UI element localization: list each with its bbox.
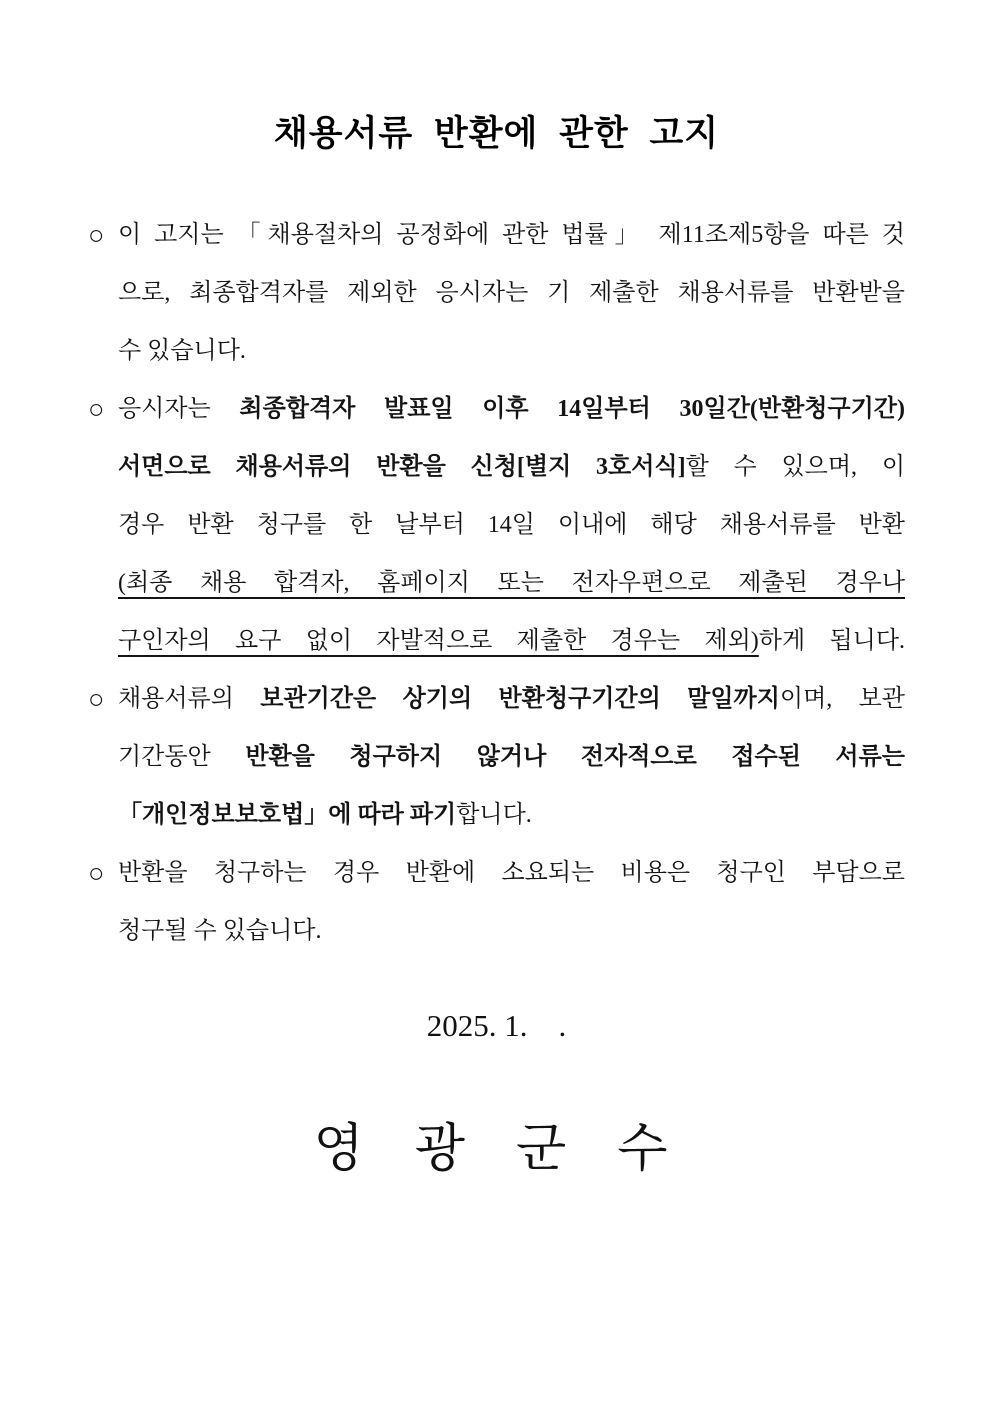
notice-bullet	[88, 844, 905, 960]
bullet-line	[118, 902, 905, 960]
circle-bullet-marker: ○	[88, 220, 105, 250]
text-run: 으로, 최종합격자를 제외한 응시자는 기 제출한 채용서류를 반환받을	[118, 280, 905, 306]
text-run: 수 있습니다.	[118, 338, 246, 364]
bullet-line	[118, 670, 905, 728]
text-run: 보관기간은 상기의 반환청구기간의 말일까지	[260, 686, 780, 712]
text-run: (최종 채용 합격자, 홈페이지 또는 전자우편으로 제출된 경우나	[118, 570, 905, 596]
text-run: 서면으로 채용서류의 반환을 신청[별지 3호서식]	[118, 454, 686, 480]
bullet-line	[118, 380, 905, 438]
document-date: 2025. 1. .	[426, 1008, 567, 1043]
page-title: 채용서류 반환에 관한 고지	[273, 114, 720, 153]
text-run: 하게 됩니다.	[758, 628, 906, 654]
text-run: 구인자의 요구 없이 자발적으로 제출한 경우는 제외)	[118, 628, 759, 654]
signature-issuer: 영 광 군 수	[313, 1121, 680, 1178]
bullet-line	[118, 496, 905, 554]
notice-bullet	[88, 206, 905, 380]
circle-bullet-marker: ○	[88, 684, 105, 714]
bullet-line	[118, 728, 905, 786]
text-run: 반환을 청구하는 경우 반환에 소요되는 비용은 청구인 부담으로	[118, 860, 905, 886]
notice-bullet	[88, 670, 905, 844]
text-run: 반환을 청구하지 않거나 전자적으로 접수된 서류는	[245, 744, 905, 770]
text-run: 응시자는	[118, 396, 240, 422]
text-run: 기간동안	[118, 744, 246, 770]
text-run: 청구될 수 있습니다.	[118, 918, 322, 944]
bullet-line	[118, 264, 905, 322]
notice-bullet	[88, 380, 905, 670]
bullet-line	[118, 438, 905, 496]
text-run: 「개인정보보호법」에 따라 파기	[118, 802, 457, 828]
circle-bullet-marker: ○	[88, 858, 105, 888]
text-run: 최종합격자 발표일 이후 14일부터 30일간(반환청구기간)	[239, 396, 905, 422]
circle-bullet-marker: ○	[88, 394, 105, 424]
bullet-line	[118, 206, 905, 264]
bullet-line	[118, 786, 905, 844]
text-run: 이 고지는 「채용절차의 공정화에 관한 법률」 제11조제5항을 따른 것	[118, 222, 905, 248]
text-run: 이며, 보관	[779, 686, 905, 712]
text-run: 경우 반환 청구를 한 날부터 14일 이내에 해당 채용서류를 반환	[118, 512, 905, 538]
bullet-line	[118, 844, 905, 902]
text-run: 할 수 있으며, 이	[685, 454, 905, 480]
text-run: 합니다.	[456, 802, 532, 828]
text-run: 채용서류의	[118, 686, 261, 712]
bullet-list	[88, 206, 905, 960]
bullet-line	[118, 554, 905, 612]
bullet-line	[118, 612, 905, 670]
bullet-line	[118, 322, 905, 380]
